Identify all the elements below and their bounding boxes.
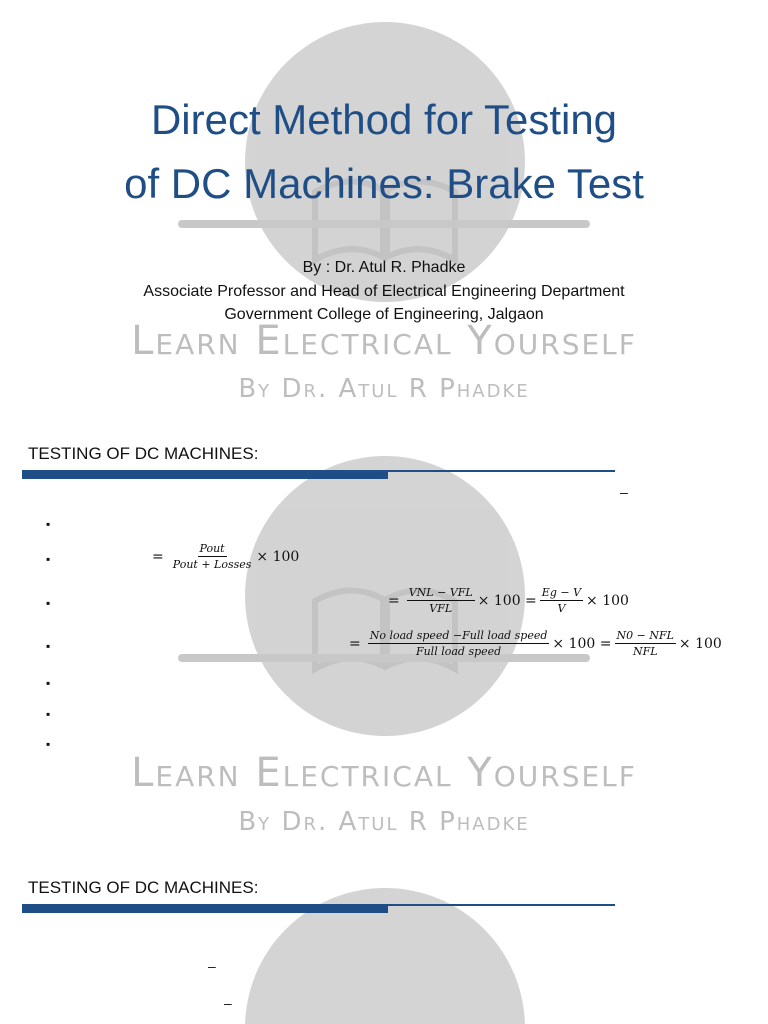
eq2-fraction-1 [407, 586, 475, 615]
watermark-text-line-1: Learn Electrical Yourself [131, 750, 637, 796]
dash-mark: – [620, 484, 628, 500]
bullet-6: ▪ [46, 707, 51, 721]
slide-testing-continued [0, 850, 768, 1024]
eq3-equals: = [349, 635, 361, 652]
eq3-fraction-2 [615, 629, 676, 658]
slide-title-text [0, 88, 768, 216]
author-college: Government College of Engineering, Jalgaon [224, 306, 544, 323]
bullet-4: ▪ [46, 639, 51, 653]
bullet-2: ▪ [46, 552, 51, 566]
dash-mark: – [208, 958, 216, 974]
heading-rule-accent [22, 906, 388, 913]
author-byline: By : Dr. Atul R. Phadke [302, 259, 466, 276]
dash-mark: – [224, 995, 232, 1011]
watermark-text-line-1: Learn Electrical Yourself [131, 318, 637, 364]
eq1-numerator: Pout [199, 542, 225, 555]
watermark-text-line-2: By Dr. Atul R Phadke [238, 374, 530, 404]
slide-testing [0, 420, 768, 850]
eq2-numerator-1: VNL − VFL [408, 586, 473, 599]
bullet-1: ▪ [46, 517, 51, 531]
eq2-denominator-2: V [557, 602, 566, 615]
bullet-7: ▪ [46, 737, 51, 751]
eq3-mid: × 100 = [552, 635, 612, 652]
eq2-denominator-1: VFL [429, 602, 453, 615]
eq1-equals: = [152, 548, 164, 565]
watermark-text-line-2: By Dr. Atul R Phadke [238, 807, 530, 837]
eq1-tail: × 100 [256, 548, 300, 565]
eq3-numerator-1: No load speed −Full load speed [369, 629, 548, 642]
watermark-bar [178, 220, 590, 228]
eq1-denominator: Pout + Losses [172, 558, 252, 571]
eq3-tail: × 100 [678, 635, 722, 652]
section-heading: TESTING OF DC MACHINES: [28, 444, 259, 463]
eq2-fraction-2 [540, 586, 583, 615]
eq3-numerator-2: N0 − NFL [616, 629, 674, 642]
eq3-fraction-1 [368, 629, 550, 658]
bullet-5: ▪ [46, 676, 51, 690]
speed-regulation-equation [345, 629, 722, 658]
bullet-3: ▪ [46, 596, 51, 610]
eq2-mid: × 100 = [477, 592, 537, 609]
eq3-denominator-1: Full load speed [415, 645, 502, 658]
voltage-regulation-equation [384, 586, 629, 615]
title-line-2: of DC Machines: Brake Test [124, 160, 644, 207]
eq2-equals: = [388, 592, 400, 609]
eq2-numerator-2: Eg − V [541, 586, 582, 599]
slide-title [0, 0, 768, 420]
author-affiliation: Associate Professor and Head of Electrical Engineering Department [143, 283, 625, 300]
section-heading: TESTING OF DC MACHINES: [28, 878, 259, 897]
heading-rule-accent [22, 472, 388, 479]
eq3-denominator-2: NFL [632, 645, 658, 658]
eq2-tail: × 100 [586, 592, 629, 609]
title-line-1: Direct Method for Testing [150, 96, 618, 143]
efficiency-equation [148, 542, 299, 571]
eq1-fraction [171, 542, 254, 571]
